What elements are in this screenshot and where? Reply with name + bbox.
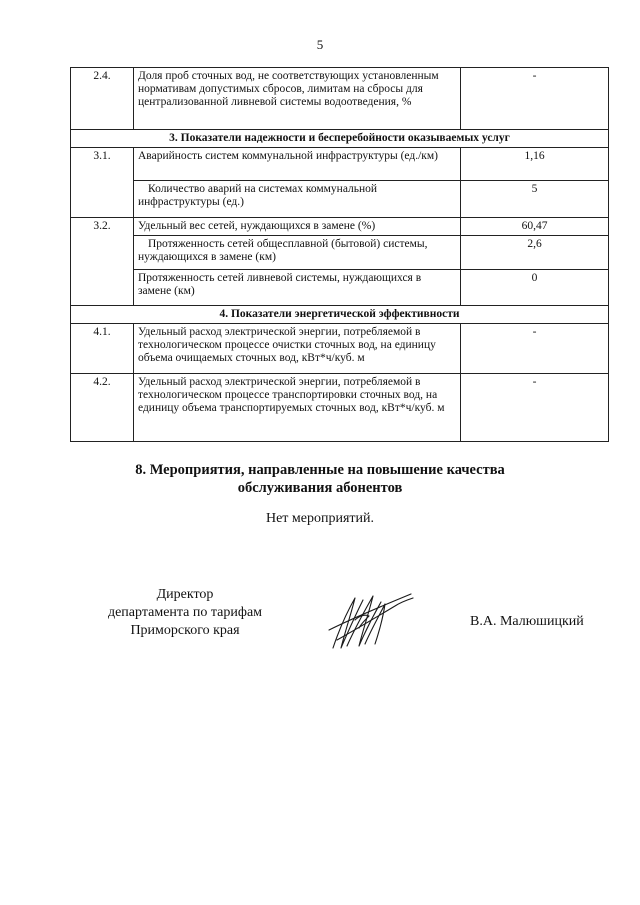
indicator-text: Протяженность сетей общесплавной (бытовой) системы, нуждающихся в замене (км) xyxy=(134,236,461,270)
page-number: 5 xyxy=(316,37,324,52)
row-number: 4.1. xyxy=(71,324,134,374)
indicator-value: - xyxy=(461,324,609,374)
indicator-value: - xyxy=(461,68,609,130)
signer-title-line: департамента по тарифам xyxy=(107,605,263,620)
heading-line: 8. Мероприятия, направленные на повышение качества xyxy=(135,462,505,478)
indicator-value: 2,6 xyxy=(461,236,609,270)
indicator-value: 1,16 xyxy=(461,148,609,181)
signer-title-line: Директор xyxy=(156,587,214,602)
section-8-heading xyxy=(0,461,640,497)
indicator-text: Количество аварий на системах коммунальной инфраструктуры (ед.) xyxy=(134,181,461,218)
signer-title-line: Приморского края xyxy=(130,623,240,638)
row-number: 4.2. xyxy=(71,374,134,442)
indicator-value: - xyxy=(461,374,609,442)
section-title: 3. Показатели надежности и бесперебойности оказываемых услуг xyxy=(71,130,609,148)
table-row xyxy=(71,68,609,130)
indicator-text: Протяженность сетей ливневой системы, нуждающихся в замене (км) xyxy=(134,270,461,306)
table-row xyxy=(71,374,609,442)
indicator-value: 60,47 xyxy=(461,218,609,236)
row-number: 3.2. xyxy=(71,218,134,306)
table-row xyxy=(71,324,609,374)
indicator-value: 0 xyxy=(461,270,609,306)
table-row xyxy=(71,218,609,236)
indicator-text: Удельный вес сетей, нуждающихся в замене (%) xyxy=(134,218,461,236)
section-row xyxy=(71,130,609,148)
table-row xyxy=(71,270,609,306)
section-title: 4. Показатели энергетической эффективности xyxy=(71,306,609,324)
handwritten-signature xyxy=(325,590,415,652)
heading-line: обслуживания абонентов xyxy=(237,480,403,496)
indicator-text: Удельный расход электрической энергии, потребляемой в технологическом процессе транспортировки сточных вод, на единицу объема транспортируемых сточных вод, кВт*ч/куб. м xyxy=(134,374,461,442)
table-row xyxy=(71,236,609,270)
row-number: 2.4. xyxy=(71,68,134,130)
row-number: 3.1. xyxy=(71,148,134,218)
signer-name: В.А. Малюшицкий xyxy=(470,614,584,629)
indicator-value: 5 xyxy=(461,181,609,218)
table-row xyxy=(71,181,609,218)
table-row xyxy=(71,148,609,181)
signer-title xyxy=(80,586,290,640)
indicator-text: Доля проб сточных вод, не соответствующих установленным нормативам допустимых сбросов, лимитам на сбросы для централизованной ливневой системы водоотведения, % xyxy=(134,68,461,130)
indicator-text: Аварийность систем коммунальной инфраструктуры (ед./км) xyxy=(134,148,461,181)
section-row xyxy=(71,306,609,324)
indicators-table xyxy=(70,67,609,442)
indicator-text: Удельный расход электрической энергии, потребляемой в технологическом процессе очистки сточных вод, на единицу объема очищаемых сточных вод, кВт*ч/куб. м xyxy=(134,324,461,374)
no-events-text: Нет мероприятий. xyxy=(265,511,375,526)
